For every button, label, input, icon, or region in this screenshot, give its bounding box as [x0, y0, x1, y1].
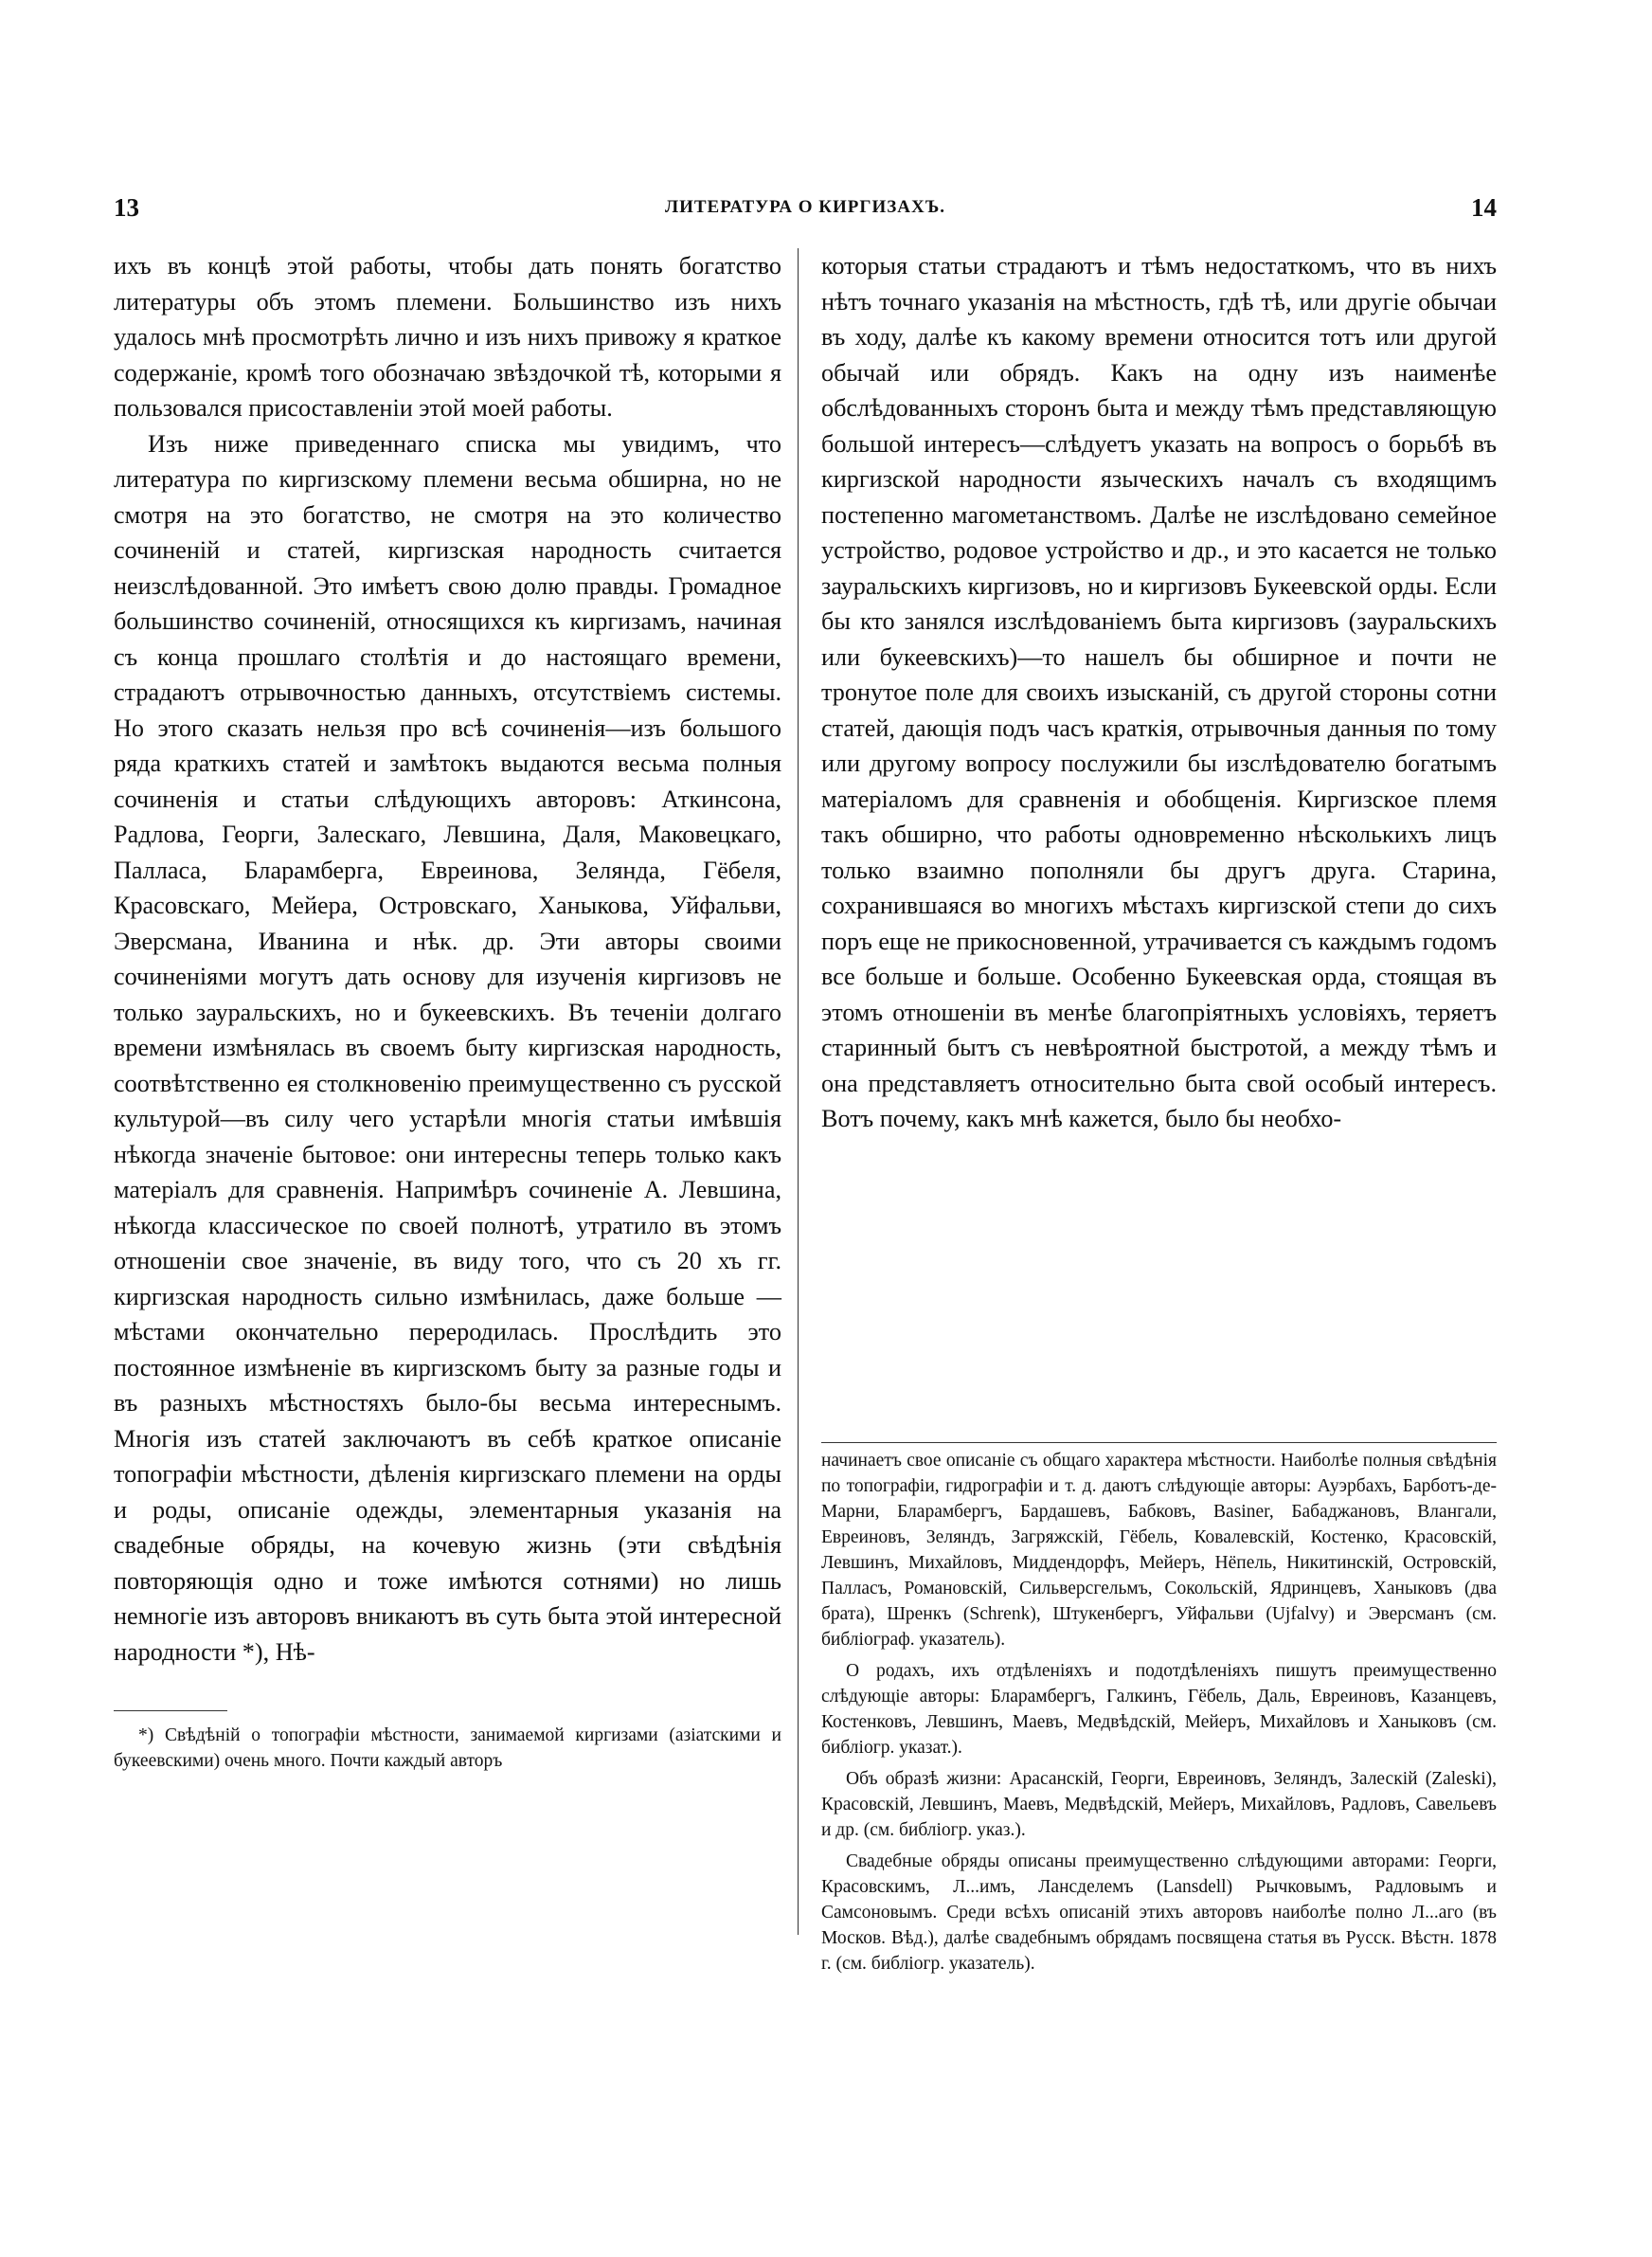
right-paragraph-1: которыя статьи страдаютъ и тѣмъ недостаткомъ, что въ нихъ нѣтъ точнаго указанія на мѣстность, гдѣ тѣ, или другіе обычаи въ ходу, далѣе къ какому времени относится тотъ или другой обычай или обрядъ. Какъ на одну изъ наименѣе обслѣдованныхъ сторонъ быта и между тѣмъ представляющую большой интересъ—слѣдуетъ указать на вопросъ о борьбѣ въ киргизской народности языческихъ началъ съ входящимъ постепенно магометанствомъ. Далѣе не изслѣдовано семейное устройство, родовое устройство и др., и это касается не только зауральскихъ киргизовъ, но и киргизовъ Букеевской орды. Если бы кто занялся изслѣдованіемъ быта киргизовъ (зауральскихъ или букеевскихъ)—то нашелъ бы обширное и почти не тронутое поле для своихъ изысканій, съ другой стороны сотни статей, дающія подъ часъ краткія, отрывочныя данныя по тому или другому вопросу послужили бы изслѣдователю богатымъ матеріаломъ для сравненія и обобщенія. Киргизское племя такъ обширно, что работы одновременно нѣсколькихъ лицъ только взаимно пополняли бы другъ друга. Старина, сохранившаяся во многихъ мѣстахъ киргизской степи до сихъ поръ еще не прикосновенной, утрачивается съ каждымъ годомъ все больше и больше. Особенно Букеевская орда, стоящая въ этомъ отношеніи въ менѣе благопріятныхъ условіяхъ, теряетъ старинный бытъ съ невѣроятной быстротой, а между тѣмъ и она представляетъ относительно быта свой особый интересъ. Вотъ почему, какъ мнѣ кажется, было бы необхо-	[821, 252, 1497, 1132]
footnote-paragraph: О родахъ, ихъ отдѣленіяхъ и подотдѣленіяхъ пишутъ преимущественно слѣдующіе авторы: Бларамбергъ, Галкинъ, Гёбель, Даль, Евреиновъ, Казанцевъ, Костенковъ, Левшинъ, Маевъ, Медвѣдскій, Мейеръ, Михайловъ и Ханыковъ (см. библіогр. указат.).	[821, 1661, 1497, 1758]
left-footnote	[114, 1723, 781, 1779]
footnote-paragraph: Свадебные обряды описаны преимущественно слѣдующими авторами: Георги, Красовскимъ, Л...имъ, Лансделемъ (Lansdell) Рычковымъ, Радловымъ и Самсоновымъ. Среди всѣхъ описаній этихъ авторовъ наиболѣе полно Л...аго (въ Москов. Вѣд.), далѣе свадебнымъ обрядамъ посвящена статья въ Русск. Вѣстн. 1878 г. (см. библіогр. указатель).	[821, 1851, 1497, 1974]
footnote-paragraph: Объ образѣ жизни: Арасанскій, Георги, Евреиновъ, Зеляндъ, Залескій (Zaleski), Красовскій, Левшинъ, Маевъ, Медвѣдскій, Мейеръ, Михайловъ, Радловъ, Савельевъ и др. (см. библіогр. указ.).	[821, 1769, 1497, 1840]
left-paragraph-1: ихъ въ концѣ этой работы, чтобы дать понять богатство литературы объ этомъ племени. Большинство изъ нихъ удалось мнѣ просмотрѣть лично и изъ нихъ привожу я краткое содержаніе, кромѣ того обозначаю звѣздочкой тѣ, которыми я пользовался присоставленіи этой моей работы.	[114, 252, 781, 422]
page-header	[114, 193, 1497, 231]
column-divider	[798, 248, 799, 1935]
running-title: ЛИТЕРАТУРА О КИРГИЗАХЪ.	[664, 197, 946, 217]
footnote-paragraph: начинаетъ свое описаніе съ общаго характера мѣстности. Наиболѣе полныя свѣдѣнія по топографіи, гидрографіи и т. д. даютъ слѣдующіе авторы: Ауэрбахъ, Барботъ-де-Марни, Бларамбергъ, Бардашевъ, Бабковъ, Basiner, Бабаджановъ, Влангали, Евреиновъ, Зеляндъ, Загряжскій, Гёбель, Ковалевскій, Костенко, Красовскій, Левшинъ, Михайловъ, Миддендорфъ, Мейеръ, Нёпель, Никитинскій, Островскій, Палласъ, Романовскій, Сильверсгельмъ, Сокольскій, Ядринцевъ, Ханыковъ (два брата), Шренкъ (Schrenk), Штукенбергъ, Уйфальви (Ujfalvy) и Эверсманъ (см. библіограф. указатель).	[821, 1451, 1497, 1650]
right-column	[821, 248, 1497, 1137]
left-paragraph-2: Изъ ниже приведеннаго списка мы увидимъ, что литература по киргизскому племени весьма обширна, но не смотря на это богатство, не смотря на это количество сочиненій и статей, киргизская народность считается неизслѣдованной. Это имѣетъ свою долю правды. Громадное большинство сочиненій, относящихся къ киргизамъ, начиная съ конца прошлаго столѣтія и до настоящаго времени, страдаютъ отрывочностью данныхъ, отсутствіемъ системы. Но этого сказать нельзя про всѣ сочиненія—изъ большого ряда краткихъ статей и замѣтокъ выдаются весьма полныя сочиненія и статьи слѣдующихъ авторовъ: Аткинсона, Радлова, Георги, Залескаго, Левшина, Даля, Маковецкаго, Палласа, Бларамберга, Евреинова, Зелянда, Гёбеля, Красовскаго, Мейера, Островскаго, Ханыкова, Уйфальви, Эверсмана, Иванина и нѣк. др. Эти авторы своими сочиненіями могутъ дать основу для изученія киргизовъ не только зауральскихъ, но и букеевскихъ. Въ теченіи долгаго времени измѣнялась въ своемъ быту киргизская народность, соотвѣтственно ея столкновенію преимущественно съ русской культурой—въ силу чего устарѣли многія статьи имѣвшія нѣкогда значеніе бытовое: они интересны теперь только какъ матеріалъ для сравненія. Напримѣръ сочиненіе А. Левшина, нѣкогда классическое по своей полнотѣ, утратило въ этомъ отношеніи свое значеніе, въ виду того, что съ 20 хъ гг. киргизская народность сильно измѣнилась, даже больше — мѣстами окончательно переродилась. Прослѣдить это постоянное измѣненіе въ киргизскомъ быту за разные годы и въ разныхъ мѣстностяхъ было-бы весьма интереснымъ. Многія изъ статей заключаютъ въ себѣ краткое описаніе топографіи мѣстности, дѣленія киргизскаго племени на орды и роды, описаніе одежды, элементарныя указанія на свадебные обряды, на кочевую жизнь (эти свѣдѣнія повторяющія одно и тоже имѣются сотнями) но лишь немногіе изъ авторовъ вникаютъ въ суть быта этой интересной народности *), Нѣ-	[114, 429, 781, 1666]
footnote-rule-left	[114, 1710, 227, 1711]
page-number-left: 13	[114, 193, 139, 222]
footnote-text: *) Свѣдѣній о топографіи мѣстности, занимаемой киргизами (азіатскими и букеевскими) очень много. Почти каждый авторъ	[114, 1725, 781, 1771]
left-column	[114, 248, 781, 1670]
footnote-rule-right	[821, 1442, 1497, 1443]
right-footnotes	[821, 1448, 1497, 1982]
page-number-right: 14	[1471, 193, 1497, 222]
